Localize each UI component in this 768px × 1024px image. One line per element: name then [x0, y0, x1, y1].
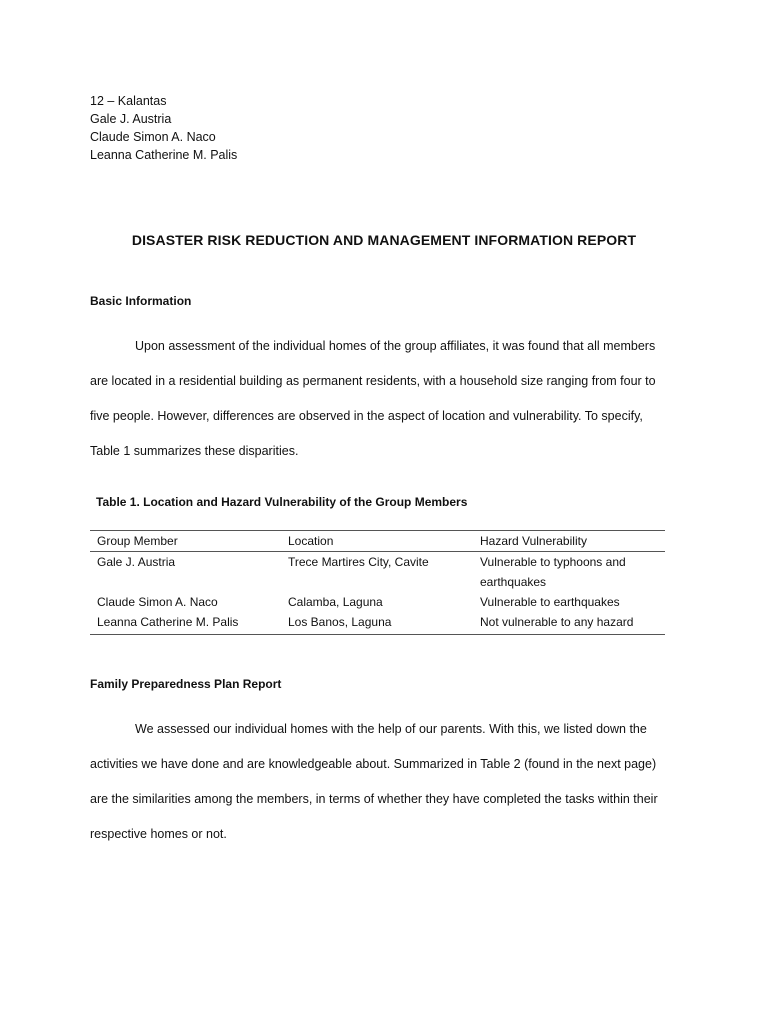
table-cell: Leanna Catherine M. Palis [97, 615, 239, 629]
table-cell: Los Banos, Laguna [288, 615, 392, 629]
paragraph-line: are the similarities among the members, in terms of whether they have completed the tasks within their [90, 792, 658, 806]
paragraph-line: Upon assessment of the individual homes of the group affiliates, it was found that all members [135, 339, 656, 353]
table-row [90, 552, 665, 592]
author-name: Leanna Catherine M. Palis [90, 148, 238, 162]
table-cell: Calamba, Laguna [288, 595, 383, 609]
column-header: Hazard Vulnerability [480, 534, 587, 548]
table-row [90, 592, 665, 612]
paragraph-line: Table 1 summarizes these disparities. [90, 444, 299, 458]
author-name: Gale J. Austria [90, 112, 172, 126]
paragraph-line: activities we have done and are knowledgeable about. Summarized in Table 2 (found in the next page) [90, 757, 657, 771]
paragraph-line: We assessed our individual homes with the help of our parents. With this, we listed down the [135, 722, 647, 736]
section-label: 12 – Kalantas [90, 94, 167, 108]
author-name: Claude Simon A. Naco [90, 130, 216, 144]
table-caption: Table 1. Location and Hazard Vulnerability of the Group Members [96, 495, 468, 509]
table-cell: Vulnerable to earthquakes [480, 595, 620, 609]
table-row [90, 612, 665, 634]
column-header: Location [288, 534, 334, 548]
table-cell: Trece Martires City, Cavite [288, 555, 429, 569]
location-hazard-table [90, 530, 665, 635]
table-cell: Claude Simon A. Naco [97, 595, 218, 609]
paragraph-line: respective homes or not. [90, 827, 227, 841]
author-block [90, 92, 237, 164]
column-header: Group Member [97, 534, 178, 548]
paragraph-line: five people. However, differences are observed in the aspect of location and vulnerability. To specify, [90, 409, 643, 423]
table-cell: Not vulnerable to any hazard [480, 615, 634, 629]
paragraph-line: are located in a residential building as permanent residents, with a household size ranging from four to [90, 374, 656, 388]
table-header-row [90, 531, 665, 552]
section-heading-basic-information: Basic Information [90, 294, 192, 308]
report-title: DISASTER RISK REDUCTION AND MANAGEMENT INFORMATION REPORT [131, 232, 637, 248]
table-cell: Gale J. Austria [97, 555, 176, 569]
table-cell: Vulnerable to typhoons and earthquakes [480, 555, 626, 589]
section-heading-family-preparedness: Family Preparedness Plan Report [90, 677, 282, 691]
